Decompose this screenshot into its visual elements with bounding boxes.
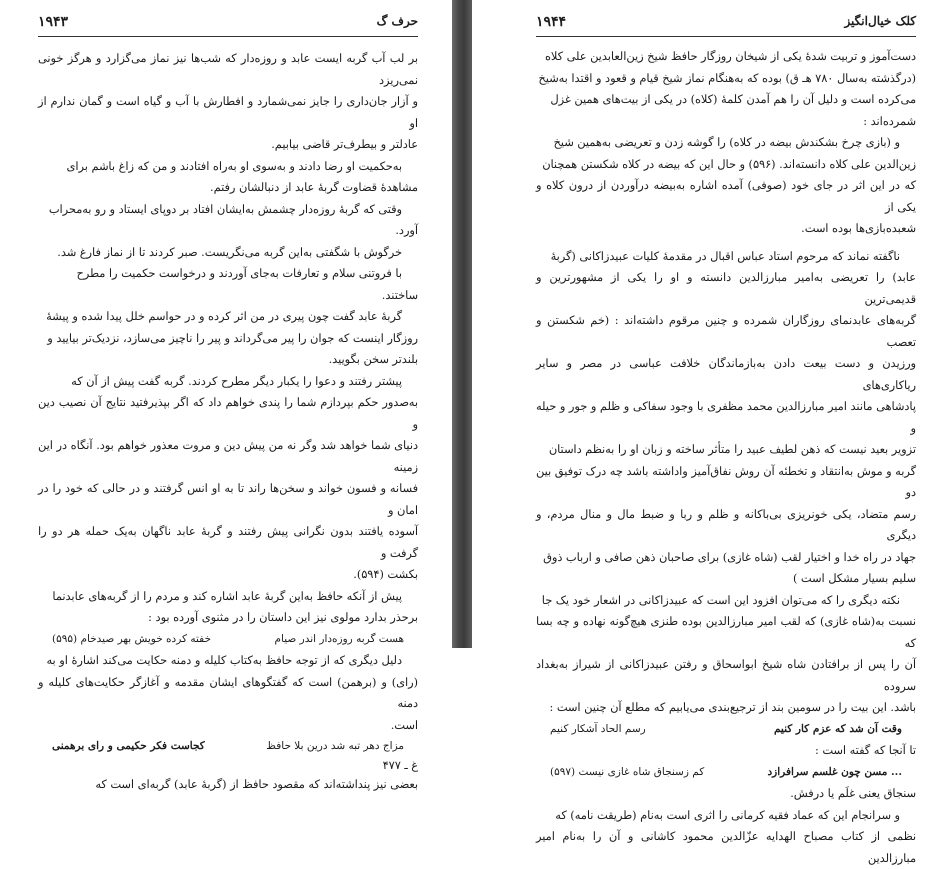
text-line: است. — [390, 718, 418, 732]
text-line: بلندتر سخن بگویید. — [328, 353, 418, 366]
text-line: بعضی نیز پنداشته‌اند که مقصود حافظ از (گربهٔ عابد) گربه‌ای است که — [95, 777, 418, 791]
right-page — [472, 0, 940, 865]
text-line: پادشاهی مانند امیر مبارزالدین محمد مظفری با وجود سفاکی و ظلم و جور و حیله و — [536, 400, 916, 435]
verse-hemistich-right: وقت آن شد که عزم کار کنیم — [773, 722, 902, 735]
text-line: ناگفته نماند که مرحوم استاد عباس اقبال در مقدمهٔ کلیات عبیدزاکانی (گربهٔ — [550, 249, 900, 263]
text-line: نسبت به(شاه غازی) که لقب امیر مبارزالدین بوده طنزی هیچ‌گونه نهاده و چه بسا که — [536, 615, 916, 650]
text-line: و آزار جان‌داری را جایز نمی‌شمارد و افطارش با آب و گیاه است و گمان ندارم از او — [38, 95, 418, 130]
text-line: جهاد در راه خدا و اختیار لقب (شاه غازی) برای صاحبان ذهن صافی و ارباب ذوق — [543, 550, 916, 564]
text-line: پیش از آنکه حافظ به‌این گربهٔ عابد اشاره کند و مردم را از گربه‌های عابدنما — [52, 589, 402, 603]
text-line: آن را پس از برافتادن شاه شیخ ابواسحاق و رفتن عبیدزاکانی از شیراز به‌بغداد سروده — [536, 658, 916, 693]
text-line: به‌صدور حکم بپردازم شما را پندی خواهم داد که اگر بپذیرفتید نتایج آن نصیب دین و — [38, 396, 418, 431]
text-line: بکشت (۵۹۴). — [353, 568, 418, 581]
text-line: ورزیدن و دست بیعت دادن به‌بازماندگان خلافت عباسی در مصر و سایر ریاکاری‌های — [536, 357, 916, 392]
text-line: که در این اثر در جای خود (صوفی) آمده اشاره به‌بیضه درآوردن از درون کلاه و یکی از — [536, 179, 916, 214]
left-running-head — [38, 14, 418, 34]
text-line: به‌حکمیت او رضا دادند و به‌سوی او به‌راه افتادند و من که زاغ باشم برای — [66, 159, 402, 173]
left-header-rule — [38, 36, 418, 37]
verse — [38, 736, 418, 758]
text-line: فسانه و فسون خواند و سخن‌ها راند تا به او انس گرفتند و در حالی که خود را در امان و — [38, 482, 418, 517]
text-line: می‌کرده است و دلیل آن را هم آمدن کلمهٔ (کلاه) در یکی از بیت‌های همین غزل — [550, 93, 916, 106]
left-page — [0, 0, 452, 791]
right-header-title: کلک خیال‌انگیز — [844, 14, 916, 28]
text-line: تزویر بعید نیست که ذهن لطیف عبید را متأثر ساخته و زبان او را به‌نظم داستان — [548, 443, 916, 456]
verse — [536, 719, 916, 741]
text-line: عابد) را تعریضی به‌امیر مبارزالدین دانسته و او را یکی از مشهورترین و قدیمی‌ترین — [536, 271, 916, 306]
footer-mark: غ ـ ۴۷۷ — [382, 758, 418, 772]
text-line: گربه و موش به‌انتقاد و تخطئه آن روش نفاق‌آمیز واداشته باشد چه درک توفیق بین دو — [536, 464, 916, 499]
left-header-title: حرف گ — [376, 14, 418, 28]
verse-hemistich-left: کم زسنجاق شاه غازی نیست (۵۹۷) — [550, 765, 705, 778]
text-line: سلیم بسیار مشکل است ) — [792, 572, 916, 585]
right-page-number: ۱۹۴۴ — [536, 14, 567, 30]
text-line: گربهٔ عابد گفت چون پیری در من اثر کرده و در حواسم خلل پیدا شده و پیشهٔ — [46, 310, 402, 323]
text-line: شعبده‌بازی‌ها بوده است. — [801, 222, 916, 235]
text-line: برحذر بدارد مولوی نیز این داستان را در مثنوی آورده بود : — [148, 611, 418, 624]
text-line: و سرانجام این که عماد فقیه کرمانی را اثری است به‌نام (طریقت نامه) که — [555, 808, 900, 822]
right-page-body — [536, 46, 916, 869]
text-line: با فروتنی سلام و تعارفات به‌جای آوردند و درخواست حکمیت را مطرح — [76, 267, 402, 280]
text-line: تا آنجا که گفته است : — [814, 744, 916, 757]
book-gutter — [452, 0, 472, 648]
left-page-number: ۱۹۴۳ — [38, 14, 69, 30]
left-page-body — [38, 48, 418, 795]
text-line: خرگوش با شگفتی به‌این گربه می‌نگریست. صبر کردند تا از نماز فارغ شد. — [57, 245, 402, 259]
text-line: زین‌الدین علی کلاه دانسته‌اند. (۵۹۶) و حال این که بیضه در کلاه شکستن همچنان — [542, 157, 916, 171]
text-line: روزگار اینست که جوان را پیر می‌گرداند و پیر را ناچیز می‌سازد، نزدیک‌تر بیایید و — [47, 331, 418, 345]
text-line: و (بازی چرخ بشکندش بیضه در کلاه) را گوشه زدن و تعریضی به‌همین شیخ — [553, 136, 900, 149]
verse-hemistich-left: رسم الحاد آشکار کنیم — [550, 722, 646, 735]
text-line: دنیای شما خواهد شد وگر نه من پیش دین و مروت معذور خواهم بود. آنگاه در این زمینه — [38, 439, 418, 474]
verse — [536, 762, 916, 784]
text-line: آورد. — [395, 224, 418, 237]
right-running-head — [536, 14, 916, 34]
verse-hemistich-left: خفته کرده خویش بهر صیدخام (۵۹۵) — [52, 632, 211, 645]
text-line: دست‌آموز و تربیت شدهٔ یکی از شیخان روزگار حافظ شیخ زین‌العابدین علی کلاه — [544, 50, 916, 63]
verse-hemistich-left: کجاست فکر حکیمی و رای برهمنی — [52, 740, 205, 752]
text-line: سنجاق یعنی غلَم یا درفش. — [790, 787, 916, 800]
text-line: رسم متضاد، یکی خونریزی بی‌باکانه و ظلم و ربا و ضبط مال و منال مردم، و دیگری — [536, 507, 916, 542]
text-line: عادلتر و بیطرف‌تر قاضی بیابیم. — [271, 138, 418, 151]
text-line: باشد. این بیت را در سومین بند از ترجیع‌بندی می‌یابیم که مطلع آن چنین است : — [549, 701, 916, 714]
text-line: (درگذشته به‌سال ۷۸۰ هـ ق) بوده که به‌هنگام نماز شیخ قیام و قعود و اقتدا به‌شیخ — [538, 71, 916, 85]
text-line: نکته دیگری را که می‌توان افزود این است که عبیدزاکانی در اشعار خود یک جا — [541, 593, 900, 607]
verse — [38, 629, 418, 651]
text-line: بر لب آب گربه ایست عابد و روزه‌دار که شب‌ها نیز نماز می‌گزارد و هرگز خونی نمی‌ریزد — [38, 52, 418, 87]
text-line: دلیل دیگری که از توجه حافظ به‌کتاب کلیله و دمنه حکایت می‌کند اشارهٔ او به — [46, 654, 402, 667]
verse-hemistich-right: ... مسن چون غلسم سرافرازد — [767, 765, 902, 778]
right-header-rule — [536, 36, 916, 37]
verse-hemistich-right: هست گربه روزه‌دار اندر صیام — [274, 632, 404, 645]
text-line: آسوده یافتند بدون نگرانی پیش رفتند و گربهٔ عابد ناگهان به‌یک حمله هر دو را گرفت و — [38, 525, 418, 560]
text-line: ساختند. — [381, 288, 418, 302]
text-line: مشاهدهٔ قضاوت گربهٔ عابد از دنبالشان رفتم. — [210, 181, 418, 194]
text-line: وقتی که گربهٔ روزه‌دار چشمش به‌ایشان افتاد بر دوپای ایستاد و رو به‌محراب — [48, 202, 402, 216]
text-line: شمرده‌اند : — [863, 114, 916, 128]
text-line: (رای) و (برهمن) است که گفتگوهای ایشان مقدمه و آغازگر حکایت‌های کلیله و دمنه — [38, 675, 418, 710]
text-line: گربه‌های عابدنمای روزگاران شمرده و چنین مرقوم داشته‌اند : (خم شکستن و تعصب — [536, 314, 916, 349]
text-line: نظمی از کتاب مصباح الهدایه عزّالدین محمود کاشانی و آن را به‌نام امیر مبارزالدین — [536, 830, 916, 865]
text-line: پیشتر رفتند و دعوا را یکبار دیگر مطرح کردند. گربه گفت پیش از آن که — [71, 374, 402, 388]
verse-hemistich-right: مزاج دهر تبه شد درین بلا حافظ — [266, 740, 404, 752]
